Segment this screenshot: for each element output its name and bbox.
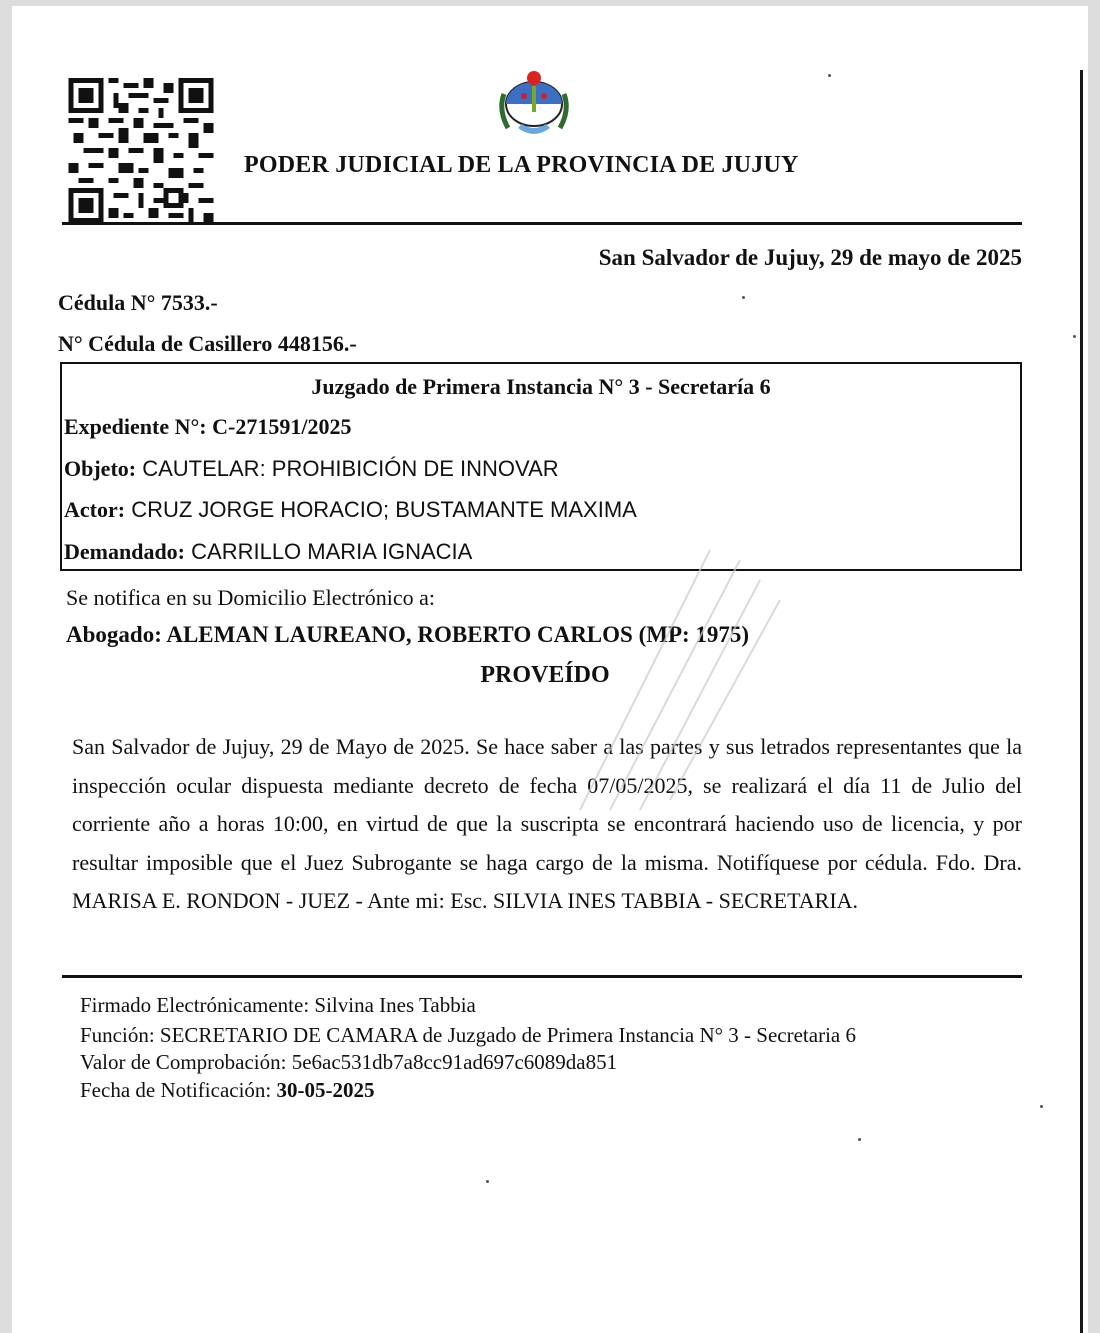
cedula-number: Cédula N° 7533.- xyxy=(58,290,218,315)
court-name: Juzgado de Primera Instancia N° 3 - Secretaría 6 xyxy=(311,374,771,399)
scan-speck xyxy=(742,296,745,299)
page-edge-line xyxy=(1080,70,1083,1333)
expediente-number: Expediente N°: C-271591/2025 xyxy=(64,414,352,439)
proveido-body: San Salvador de Jujuy, 29 de Mayo de 2025. Se hace saber a las partes y sus letrados representantes que la inspección ocular dispuesta mediante decreto de fecha 07/05/2025, se realizará el día 11 de Julio del corriente año a horas 10:00, en virtud de que la suscripta se encontrará haciendo uso de licencia, y por resultar imposible que el Juez Subrogante se haga cargo de la misma. Notifíquese por cédula. Fdo. Dra. MARISA E. RONDON - JUEZ - Ante mi: Esc. SILVIA INES TABBIA - SECRETARIA. xyxy=(72,734,1022,913)
scan-speck xyxy=(858,1138,861,1141)
demandado-row xyxy=(64,539,472,565)
lawyer-name: Abogado: ALEMAN LAUREANO, ROBERTO CARLOS (MP: 1975) xyxy=(66,622,750,647)
jujuy-coat-of-arms-icon xyxy=(488,66,580,140)
demandado-value: CARRILLO MARIA IGNACIA xyxy=(185,539,473,564)
signature-divider xyxy=(62,975,1022,978)
actor-value: CRUZ JORGE HORACIO; BUSTAMANTE MAXIMA xyxy=(125,497,637,522)
verification-value: Valor de Comprobación: 5e6ac531db7a8cc91ad697c6089da851 xyxy=(80,1050,618,1074)
actor-row xyxy=(64,497,637,523)
notification-date-label: Fecha de Notificación: xyxy=(80,1078,277,1102)
objeto-label: Objeto: xyxy=(64,456,137,481)
actor-label: Actor: xyxy=(64,497,126,522)
institution-title: PODER JUDICIAL DE LA PROVINCIA DE JUJUY xyxy=(244,152,799,178)
scan-speck xyxy=(1073,335,1076,338)
casillero-number: N° Cédula de Casillero 448156.- xyxy=(58,331,357,356)
issue-date: San Salvador de Jujuy, 29 de mayo de 2025 xyxy=(598,245,1022,270)
objeto-value: CAUTELAR: PROHIBICIÓN DE INNOVAR xyxy=(136,456,559,481)
signed-by: Firmado Electrónicamente: Silvina Ines Tabbia xyxy=(80,993,476,1017)
qr-code-icon xyxy=(66,78,216,223)
notification-intro: Se notifica en su Domicilio Electrónico a: xyxy=(66,585,436,610)
scan-speck xyxy=(486,1180,489,1183)
scan-speck xyxy=(1040,1105,1043,1108)
signer-function: Función: SECRETARIO DE CAMARA de Juzgado de Primera Instancia N° 3 - Secretaria 6 xyxy=(80,1023,856,1047)
header-divider xyxy=(62,222,1022,225)
case-details-box xyxy=(60,362,1022,571)
scan-speck xyxy=(828,74,831,77)
objeto-row xyxy=(64,456,559,482)
demandado-label: Demandado: xyxy=(64,539,186,564)
proveido-heading: PROVEÍDO xyxy=(480,662,610,688)
notification-date-value: 30-05-2025 xyxy=(276,1078,375,1102)
notification-date xyxy=(80,1078,375,1103)
